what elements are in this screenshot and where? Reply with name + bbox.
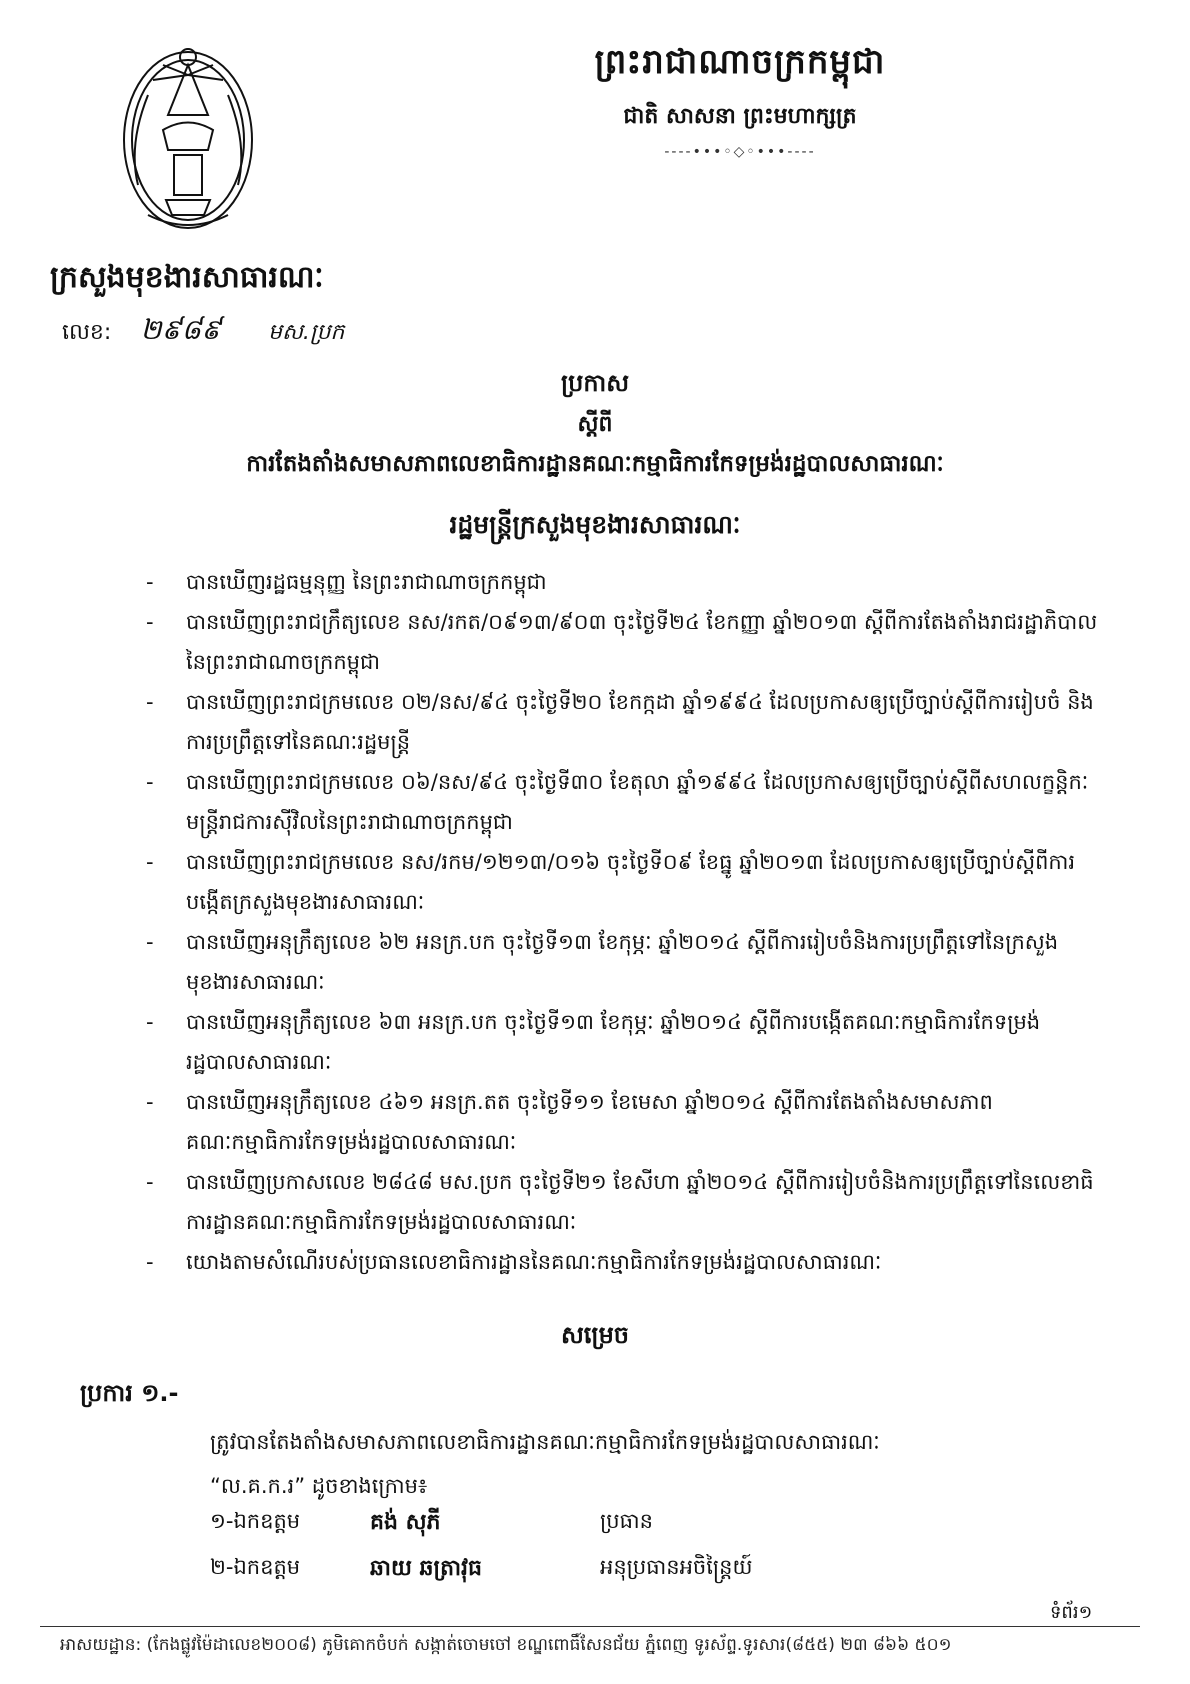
list-item: - បានឃើញព្រះរាជក្រមលេខ ០៦/នស/៩៤ ចុះថ្ងៃទី៣០ ខែតុលា ឆ្នាំ១៩៩៤ ដែលប្រកាសឲ្យប្រើច្បាប់ស្តីពីសហលក្ខន្តិកៈមន្ត្រីរាជការស៊ីវិលនៃព្រះរាជាណាចក្រកម្ពុជា [146, 770, 1089, 834]
list-item: - បានឃើញអនុក្រឹត្យលេខ ៤៦១ អនក្រ.តត ចុះថ្ងៃទី១១ ខែមេសា ឆ្នាំ២០១៤ ស្តីពីការតែងតាំងសមាសភាពគណៈកម្មាធិការកែទម្រង់រដ្ឋបាលសាធារណៈ [146, 1090, 993, 1154]
article-body-line: ត្រូវបានតែងតាំងសមាសភាពលេខាធិការដ្ឋានគណៈកម្មាធិការកែទម្រង់រដ្ឋបាលសាធារណៈ [210, 1430, 880, 1454]
list-item: - យោងតាមសំណើរបស់ប្រធានលេខាធិការដ្ឋាននៃគណៈកម្មាធិការកែទម្រង់រដ្ឋបាលសាធារណៈ [146, 1250, 882, 1274]
issuer-title: រដ្ឋមន្ត្រីក្រសួងមុខងារសាធារណៈ [449, 510, 741, 539]
list-item: - បានឃើញអនុក្រឹត្យលេខ ៦៣ អនក្រ.បក ចុះថ្ងៃទី១៣ ខែកុម្ភៈ ឆ្នាំ២០១៤ ស្តីពីការបង្កើតគណៈកម្មាធិការកែទម្រង់រដ្ឋបាលសាធារណៈ [146, 1010, 1041, 1074]
member-title: ២-ឯកឧត្តម [210, 1555, 301, 1579]
ornament-divider: ----•••◦◇◦•••---- [664, 144, 816, 160]
kingdom-header [540, 40, 940, 160]
member-title: ១-ឯកឧត្តម [210, 1509, 301, 1533]
member-name: គង់ សុភី [370, 1510, 441, 1535]
national-motto: ជាតិ សាសនា ព្រះមហាក្សត្រ [623, 104, 857, 129]
list-item: - បានឃើញព្រះរាជក្រមលេខ ០២/នស/៩៤ ចុះថ្ងៃទី២០ ខែកក្កដា ឆ្នាំ១៩៩៤ ដែលប្រកាសឲ្យប្រើច្បាប់ស្តីពីការរៀបចំ និងការប្រព្រឹត្តទៅនៃគណៈរដ្ឋមន្ត្រី [146, 690, 1094, 754]
list-item: - បានឃើញព្រះរាជក្រមលេខ នស/រកម/១២១៣/០១៦ ចុះថ្ងៃទី០៩ ខែធ្នូ ឆ្នាំ២០១៣ ដែលប្រកាសឲ្យប្រើច្បាប់ស្តីពីការបង្កើតក្រសួងមុខងារសាធារណៈ [146, 850, 1076, 914]
document-subject: ការតែងតាំងសមាសភាពលេខាធិការដ្ឋានគណៈកម្មាធិការកែទម្រង់រដ្ឋបាលសាធារណៈ [246, 451, 944, 477]
royal-emblem-icon [108, 35, 268, 245]
page-number: ទំព័រ១ [1050, 1602, 1093, 1623]
list-item: - បានឃើញព្រះរាជក្រឹត្យលេខ នស/រកត/០៩១៣/៩០៣ ចុះថ្ងៃទី២៤ ខែកញ្ញា ឆ្នាំ២០១៣ ស្តីពីការតែងតាំងរាជរដ្ឋាភិបាល នៃព្រះរាជាណាចក្រកម្ពុជា [146, 610, 1098, 674]
member-name: ឆាយ ឆត្រាវុធ [370, 1556, 482, 1581]
reference-number: ២៩៨៩ [140, 313, 221, 346]
document-type: ប្រកាស [560, 369, 630, 397]
title-about: ស្តីពី [577, 412, 613, 437]
table-row [210, 1508, 910, 1554]
member-role: ប្រធាន [600, 1509, 653, 1533]
list-item: - បានឃើញប្រកាសលេខ ២៨៤៨ មស.ប្រក ចុះថ្ងៃទី២១ ខែសីហា ឆ្នាំ២០១៤ ស្តីពីការរៀបចំនិងការប្រព្រឹត្តទៅនៃលេខាធិការដ្ឋានគណៈកម្មាធិការកែទម្រង់រដ្ឋបាលសាធារណៈ [146, 1170, 1094, 1234]
members-list [210, 1508, 910, 1600]
reference-code: មស.ប្រក [267, 320, 345, 345]
kingdom-name: ព្រះរាជាណាចក្រកម្ពុជា [594, 42, 886, 82]
list-item: - បានឃើញរដ្ឋធម្មនុញ្ញ នៃព្រះរាជាណាចក្រកម្ពុជា [146, 570, 547, 594]
member-role: អនុប្រធានអចិន្ត្រៃយ៍ [600, 1555, 753, 1579]
article-body-line: “ល.គ.ក.រ” ដូចខាងក្រោម៖ [210, 1474, 428, 1498]
reference-label: លេខ: [62, 320, 112, 345]
reference-line [62, 312, 344, 353]
list-item: - បានឃើញអនុក្រឹត្យលេខ ៦២ អនក្រ.បក ចុះថ្ងៃទី១៣ ខែកុម្ភៈ ឆ្នាំ២០១៤ ស្តីពីការរៀបចំនិងការប្រព្រឹត្តទៅនៃក្រសួងមុខងារសាធារណៈ [146, 930, 1059, 994]
ministry-name: ក្រសួងមុខងារសាធារណៈ [50, 260, 324, 295]
article-body [210, 1420, 1110, 1508]
footer-address: អាសយដ្ឋាន: (កែងផ្លូវម៉ៃដាលេខ២០០៨) ភូមិគោកចំបក់ សង្កាត់ចោមចៅ ខណ្ឌពោធិ៍សែនជ័យ ភ្នំពេញ ទូរស័ព្ទ.ទូរសារ(៨៥៥) ២៣ ៨៦៦ ៥០១ [60, 1635, 952, 1655]
decision-heading: សម្រេច [560, 1321, 630, 1349]
table-row [210, 1554, 910, 1600]
preamble-clauses [140, 562, 1100, 1282]
footer-divider [40, 1626, 1140, 1627]
article-label: ប្រការ ១.- [80, 1379, 179, 1407]
